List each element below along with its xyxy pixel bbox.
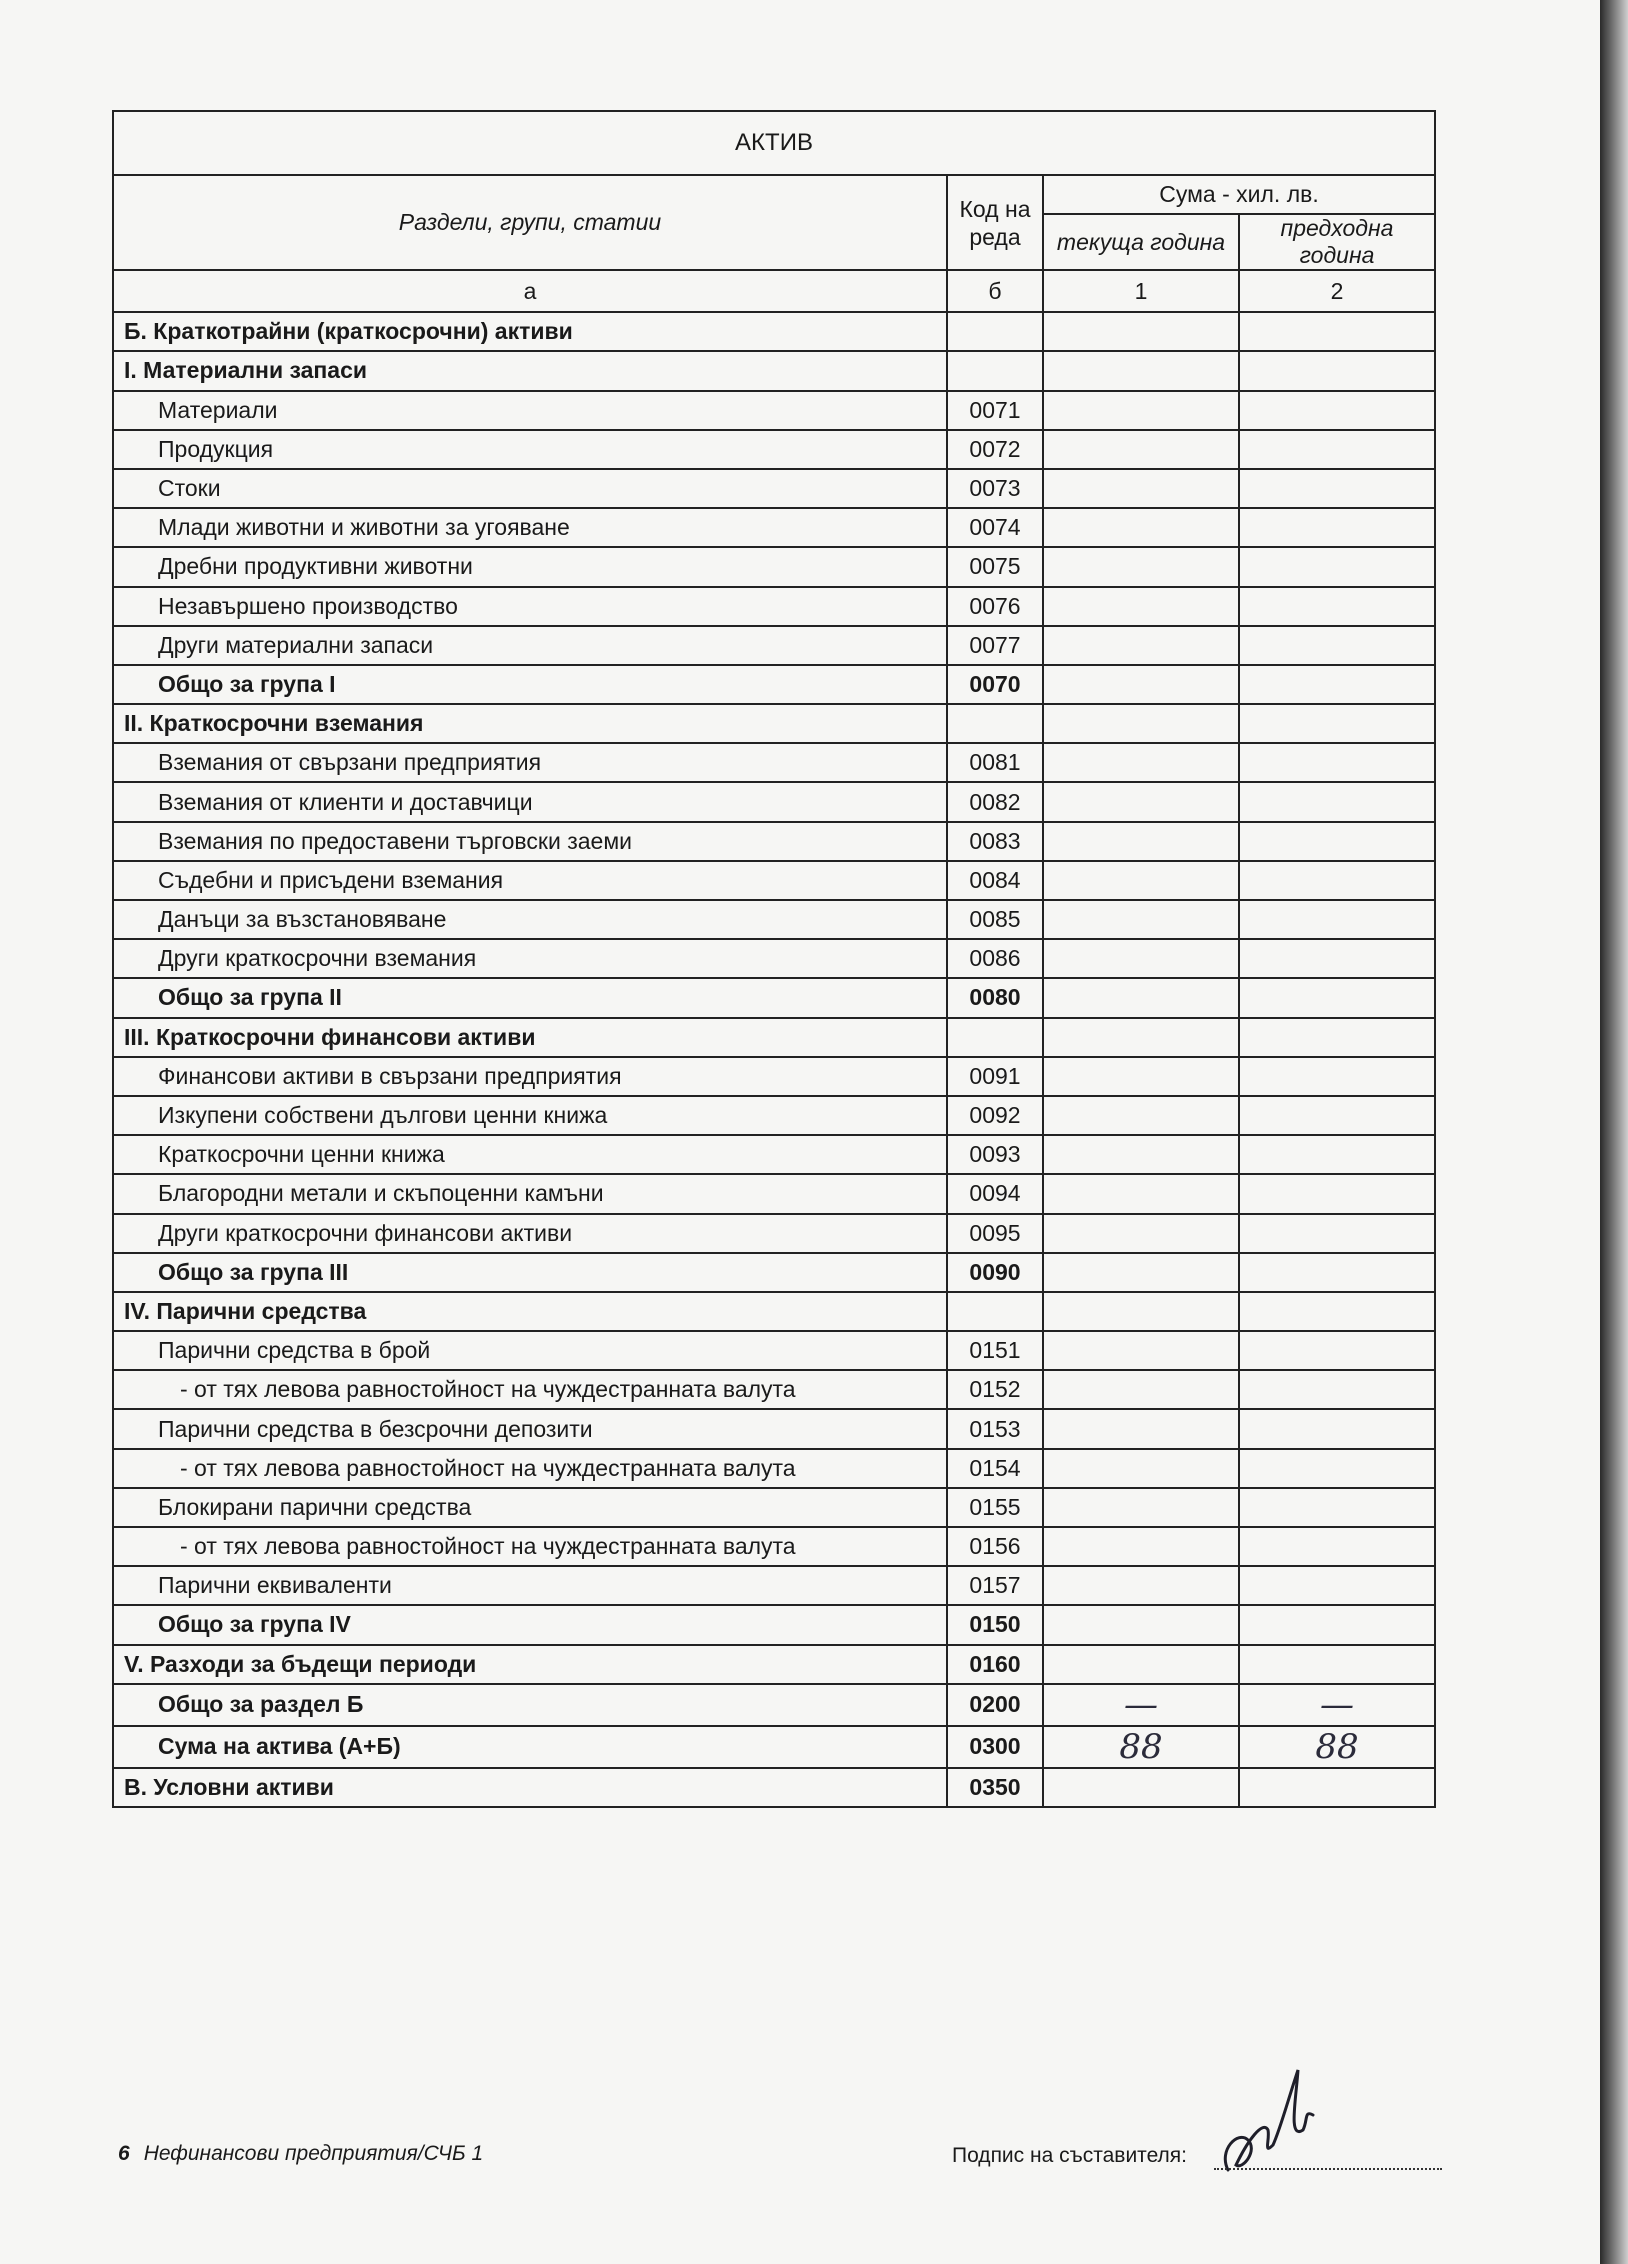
row-previous-year-value: 88 bbox=[1239, 1726, 1435, 1768]
row-previous-year-value bbox=[1239, 939, 1435, 978]
row-previous-year-value bbox=[1239, 1174, 1435, 1213]
row-current-year-value bbox=[1043, 1449, 1239, 1488]
row-label: Млади животни и животни за угояване bbox=[113, 508, 947, 547]
form-name: Нефинансови предприятия/СЧБ 1 bbox=[143, 2142, 484, 2165]
row-previous-year-value bbox=[1239, 743, 1435, 782]
row-code: 0350 bbox=[947, 1768, 1043, 1807]
table-row bbox=[113, 587, 1435, 626]
row-code: 0075 bbox=[947, 547, 1043, 586]
row-label: II. Краткосрочни вземания bbox=[113, 704, 947, 743]
table-row bbox=[113, 1057, 1435, 1096]
table-row bbox=[113, 1566, 1435, 1605]
row-previous-year-value bbox=[1239, 1096, 1435, 1135]
handwritten-signature bbox=[1208, 2060, 1328, 2180]
row-code: 0200 bbox=[947, 1684, 1043, 1726]
row-previous-year-value bbox=[1239, 1370, 1435, 1409]
row-code: 0160 bbox=[947, 1645, 1043, 1684]
row-current-year-value bbox=[1043, 1135, 1239, 1174]
table-row bbox=[113, 978, 1435, 1017]
row-label: Други материални запаси bbox=[113, 626, 947, 665]
row-label: Парични средства в безсрочни депозити bbox=[113, 1409, 947, 1448]
row-current-year-value bbox=[1043, 1214, 1239, 1253]
row-previous-year-value bbox=[1239, 861, 1435, 900]
row-label: Вземания от свързани предприятия bbox=[113, 743, 947, 782]
row-current-year-value bbox=[1043, 1605, 1239, 1644]
table-row bbox=[113, 1488, 1435, 1527]
row-label: - от тях левова равностойност на чуждестранната валута bbox=[113, 1449, 947, 1488]
row-label: Други краткосрочни вземания bbox=[113, 939, 947, 978]
row-code: 0157 bbox=[947, 1566, 1043, 1605]
row-previous-year-value bbox=[1239, 782, 1435, 821]
row-current-year-value bbox=[1043, 743, 1239, 782]
row-label: Продукция bbox=[113, 430, 947, 469]
row-code: 0155 bbox=[947, 1488, 1043, 1527]
table-row bbox=[113, 1527, 1435, 1566]
row-previous-year-value bbox=[1239, 547, 1435, 586]
table-row bbox=[113, 469, 1435, 508]
row-current-year-value bbox=[1043, 1370, 1239, 1409]
table-row bbox=[113, 1409, 1435, 1448]
row-previous-year-value bbox=[1239, 1605, 1435, 1644]
row-current-year-value bbox=[1043, 1768, 1239, 1807]
table-row bbox=[113, 822, 1435, 861]
row-previous-year-value bbox=[1239, 1057, 1435, 1096]
row-label: Парични еквиваленти bbox=[113, 1566, 947, 1605]
row-previous-year-value bbox=[1239, 704, 1435, 743]
row-current-year-value bbox=[1043, 351, 1239, 390]
row-code: 0081 bbox=[947, 743, 1043, 782]
row-code: 0084 bbox=[947, 861, 1043, 900]
row-label: Общо за група II bbox=[113, 978, 947, 1017]
row-label: Общо за група IV bbox=[113, 1605, 947, 1644]
row-current-year-value bbox=[1043, 1253, 1239, 1292]
row-current-year-value: — bbox=[1043, 1684, 1239, 1726]
table-row bbox=[113, 391, 1435, 430]
row-previous-year-value bbox=[1239, 1292, 1435, 1331]
assets-table-body bbox=[113, 111, 1435, 1807]
row-code: 0070 bbox=[947, 665, 1043, 704]
table-row bbox=[113, 743, 1435, 782]
row-label: Общо за група III bbox=[113, 1253, 947, 1292]
row-label: - от тях левова равностойност на чуждестранната валута bbox=[113, 1527, 947, 1566]
column-letter-a: а bbox=[113, 270, 947, 312]
row-code: 0082 bbox=[947, 782, 1043, 821]
row-label: Благородни метали и скъпоценни камъни bbox=[113, 1174, 947, 1213]
table-title: АКТИВ bbox=[113, 111, 1435, 175]
row-current-year-value bbox=[1043, 704, 1239, 743]
row-current-year-value bbox=[1043, 469, 1239, 508]
row-label: Общо за група I bbox=[113, 665, 947, 704]
row-label: Парични средства в брой bbox=[113, 1331, 947, 1370]
row-code: 0153 bbox=[947, 1409, 1043, 1448]
column-letter-1: 1 bbox=[1043, 270, 1239, 312]
row-previous-year-value bbox=[1239, 469, 1435, 508]
table-row bbox=[113, 1292, 1435, 1331]
table-row bbox=[113, 1135, 1435, 1174]
signature-line bbox=[1214, 2168, 1442, 2170]
row-label: Други краткосрочни финансови активи bbox=[113, 1214, 947, 1253]
assets-table bbox=[112, 110, 1436, 1808]
row-current-year-value bbox=[1043, 782, 1239, 821]
table-row bbox=[113, 1018, 1435, 1057]
table-row bbox=[113, 1370, 1435, 1409]
scan-edge bbox=[1600, 0, 1628, 2264]
row-current-year-value bbox=[1043, 1174, 1239, 1213]
row-previous-year-value bbox=[1239, 1253, 1435, 1292]
row-code: 0074 bbox=[947, 508, 1043, 547]
table-row bbox=[113, 351, 1435, 390]
row-code: 0150 bbox=[947, 1605, 1043, 1644]
row-label: Незавършено производство bbox=[113, 587, 947, 626]
row-current-year-value bbox=[1043, 626, 1239, 665]
row-current-year-value bbox=[1043, 1488, 1239, 1527]
row-current-year-value bbox=[1043, 391, 1239, 430]
table-row bbox=[113, 939, 1435, 978]
table-row bbox=[113, 1605, 1435, 1644]
row-label: Вземания по предоставени търговски заеми bbox=[113, 822, 947, 861]
row-code: 0151 bbox=[947, 1331, 1043, 1370]
row-code: 0090 bbox=[947, 1253, 1043, 1292]
table-row bbox=[113, 508, 1435, 547]
row-previous-year-value bbox=[1239, 1409, 1435, 1448]
column-header-code: Код на реда bbox=[947, 175, 1043, 270]
row-code: 0300 bbox=[947, 1726, 1043, 1768]
row-code: 0095 bbox=[947, 1214, 1043, 1253]
row-current-year-value bbox=[1043, 430, 1239, 469]
header-row bbox=[113, 175, 1435, 214]
row-code: 0094 bbox=[947, 1174, 1043, 1213]
row-label: Финансови активи в свързани предприятия bbox=[113, 1057, 947, 1096]
row-current-year-value bbox=[1043, 1645, 1239, 1684]
row-previous-year-value bbox=[1239, 1449, 1435, 1488]
column-header-sections: Раздели, групи, статии bbox=[113, 175, 947, 270]
row-label: Съдебни и присъдени вземания bbox=[113, 861, 947, 900]
table-row bbox=[113, 1684, 1435, 1726]
table-row bbox=[113, 1768, 1435, 1807]
table-row bbox=[113, 626, 1435, 665]
row-previous-year-value bbox=[1239, 1645, 1435, 1684]
row-previous-year-value bbox=[1239, 978, 1435, 1017]
table-row bbox=[113, 900, 1435, 939]
row-previous-year-value bbox=[1239, 626, 1435, 665]
row-label: Блокирани парични средства bbox=[113, 1488, 947, 1527]
table-row bbox=[113, 1449, 1435, 1488]
row-previous-year-value bbox=[1239, 900, 1435, 939]
row-current-year-value bbox=[1043, 1057, 1239, 1096]
table-row bbox=[113, 547, 1435, 586]
row-label: Б. Краткотрайни (краткосрочни) активи bbox=[113, 312, 947, 351]
row-current-year-value bbox=[1043, 1331, 1239, 1370]
row-current-year-value bbox=[1043, 508, 1239, 547]
row-label: Дребни продуктивни животни bbox=[113, 547, 947, 586]
row-code: 0072 bbox=[947, 430, 1043, 469]
row-current-year-value bbox=[1043, 900, 1239, 939]
row-label: Общо за раздел Б bbox=[113, 1684, 947, 1726]
row-current-year-value bbox=[1043, 1096, 1239, 1135]
table-row bbox=[113, 312, 1435, 351]
row-code bbox=[947, 312, 1043, 351]
row-label: - от тях левова равностойност на чуждестранната валута bbox=[113, 1370, 947, 1409]
row-code: 0092 bbox=[947, 1096, 1043, 1135]
row-current-year-value bbox=[1043, 939, 1239, 978]
row-code: 0085 bbox=[947, 900, 1043, 939]
table-row bbox=[113, 1214, 1435, 1253]
table-row bbox=[113, 861, 1435, 900]
row-current-year-value bbox=[1043, 547, 1239, 586]
table-row bbox=[113, 665, 1435, 704]
row-code: 0154 bbox=[947, 1449, 1043, 1488]
row-code: 0076 bbox=[947, 587, 1043, 626]
row-previous-year-value: — bbox=[1239, 1684, 1435, 1726]
column-letter-b: б bbox=[947, 270, 1043, 312]
row-previous-year-value bbox=[1239, 1135, 1435, 1174]
table-row bbox=[113, 1174, 1435, 1213]
row-code bbox=[947, 1292, 1043, 1331]
column-header-current-year: текуща година bbox=[1043, 214, 1239, 270]
row-label: III. Краткосрочни финансови активи bbox=[113, 1018, 947, 1057]
row-code bbox=[947, 351, 1043, 390]
row-code: 0152 bbox=[947, 1370, 1043, 1409]
row-current-year-value bbox=[1043, 1292, 1239, 1331]
table-row bbox=[113, 1331, 1435, 1370]
row-current-year-value bbox=[1043, 1018, 1239, 1057]
row-label: Сума на актива (А+Б) bbox=[113, 1726, 947, 1768]
signature-label: Подпис на съставителя: bbox=[952, 2144, 1188, 2167]
table-row bbox=[113, 1096, 1435, 1135]
row-code bbox=[947, 1018, 1043, 1057]
row-previous-year-value bbox=[1239, 665, 1435, 704]
row-previous-year-value bbox=[1239, 1018, 1435, 1057]
table-row bbox=[113, 782, 1435, 821]
row-current-year-value bbox=[1043, 665, 1239, 704]
row-code: 0077 bbox=[947, 626, 1043, 665]
page-number: 6 bbox=[118, 2142, 130, 2165]
row-current-year-value bbox=[1043, 1527, 1239, 1566]
row-label: Изкупени собствени дългови ценни книжа bbox=[113, 1096, 947, 1135]
row-code: 0156 bbox=[947, 1527, 1043, 1566]
row-code: 0080 bbox=[947, 978, 1043, 1017]
row-previous-year-value bbox=[1239, 351, 1435, 390]
column-letter-2: 2 bbox=[1239, 270, 1435, 312]
row-code bbox=[947, 704, 1043, 743]
row-previous-year-value bbox=[1239, 312, 1435, 351]
row-code: 0073 bbox=[947, 469, 1043, 508]
table-row bbox=[113, 1726, 1435, 1768]
row-previous-year-value bbox=[1239, 1488, 1435, 1527]
row-previous-year-value bbox=[1239, 391, 1435, 430]
row-previous-year-value bbox=[1239, 1331, 1435, 1370]
row-label: I. Материални запаси bbox=[113, 351, 947, 390]
row-previous-year-value bbox=[1239, 1768, 1435, 1807]
row-previous-year-value bbox=[1239, 1527, 1435, 1566]
row-previous-year-value bbox=[1239, 1214, 1435, 1253]
table-row bbox=[113, 704, 1435, 743]
row-previous-year-value bbox=[1239, 1566, 1435, 1605]
table-row bbox=[113, 430, 1435, 469]
row-code: 0086 bbox=[947, 939, 1043, 978]
row-label: Краткосрочни ценни книжа bbox=[113, 1135, 947, 1174]
column-header-sum: Сума - хил. лв. bbox=[1043, 175, 1435, 214]
row-label: Вземания от клиенти и доставчици bbox=[113, 782, 947, 821]
row-current-year-value bbox=[1043, 861, 1239, 900]
footer-form-name bbox=[118, 2142, 483, 2166]
column-letters-row bbox=[113, 270, 1435, 312]
row-current-year-value bbox=[1043, 1566, 1239, 1605]
row-label: Стоки bbox=[113, 469, 947, 508]
row-previous-year-value bbox=[1239, 587, 1435, 626]
table-row bbox=[113, 1253, 1435, 1292]
row-previous-year-value bbox=[1239, 508, 1435, 547]
row-code: 0071 bbox=[947, 391, 1043, 430]
row-label: В. Условни активи bbox=[113, 1768, 947, 1807]
row-current-year-value: 88 bbox=[1043, 1726, 1239, 1768]
row-current-year-value bbox=[1043, 587, 1239, 626]
row-label: Данъци за възстановяване bbox=[113, 900, 947, 939]
row-current-year-value bbox=[1043, 822, 1239, 861]
row-previous-year-value bbox=[1239, 430, 1435, 469]
row-current-year-value bbox=[1043, 312, 1239, 351]
row-code: 0091 bbox=[947, 1057, 1043, 1096]
row-current-year-value bbox=[1043, 1409, 1239, 1448]
row-label: Материали bbox=[113, 391, 947, 430]
row-label: IV. Парични средства bbox=[113, 1292, 947, 1331]
row-current-year-value bbox=[1043, 978, 1239, 1017]
table-row bbox=[113, 1645, 1435, 1684]
row-code: 0083 bbox=[947, 822, 1043, 861]
row-code: 0093 bbox=[947, 1135, 1043, 1174]
table-title-row bbox=[113, 111, 1435, 175]
column-header-previous-year: предходна година bbox=[1239, 214, 1435, 270]
row-label: V. Разходи за бъдещи периоди bbox=[113, 1645, 947, 1684]
row-previous-year-value bbox=[1239, 822, 1435, 861]
